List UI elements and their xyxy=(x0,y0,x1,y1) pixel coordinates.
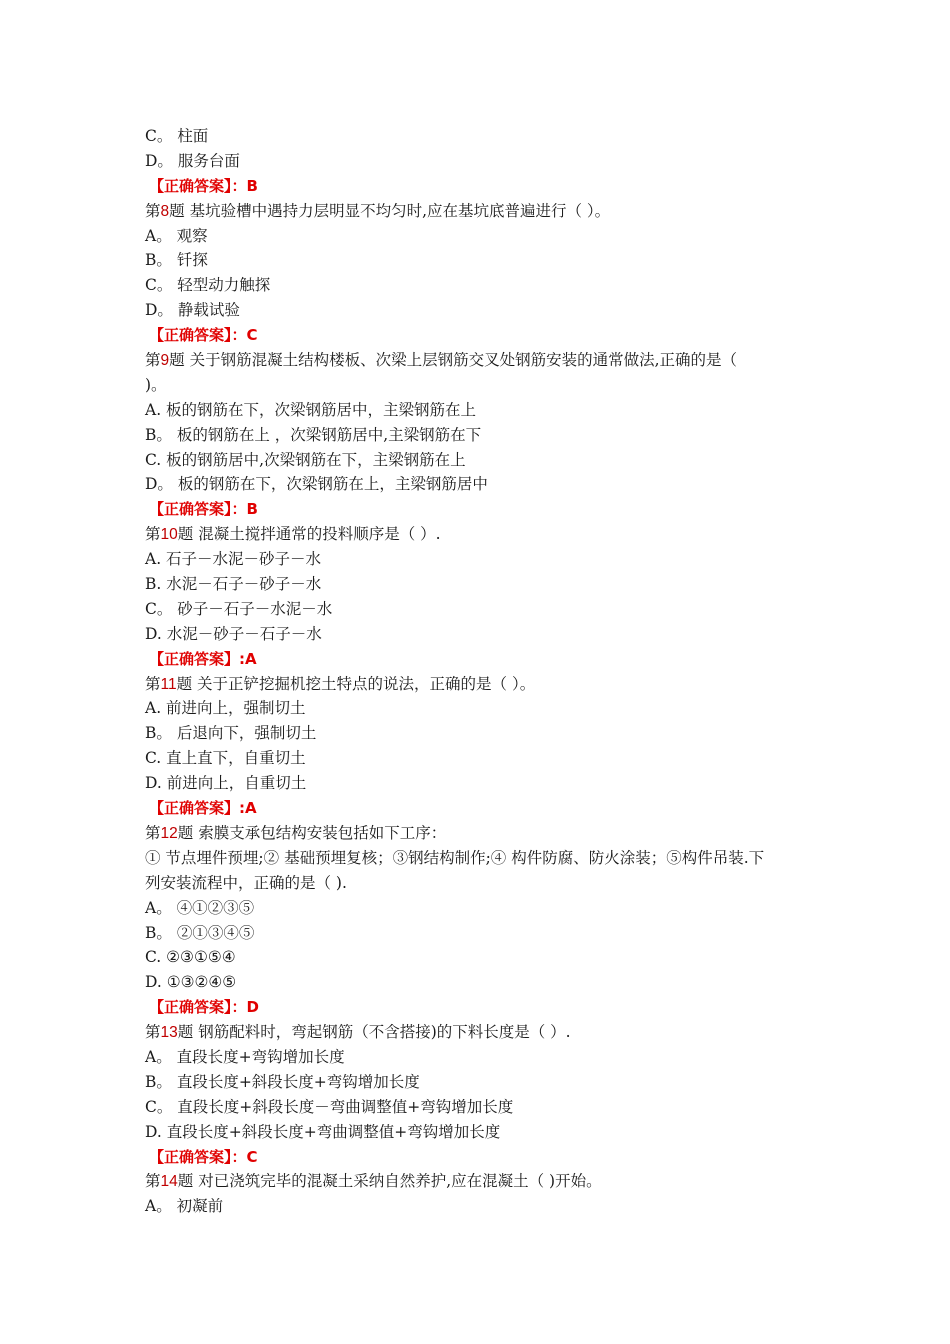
option-b: B。 ②①③④⑤ xyxy=(145,923,255,942)
option-c: C. 板的钢筋居中,次梁钢筋在下，主梁钢筋在上 xyxy=(145,450,466,469)
question-10: 第10题 混凝土搅拌通常的投料顺序是（ ）. xyxy=(145,525,441,544)
question-number: 14 xyxy=(160,1173,178,1191)
question-9-continued: )。 xyxy=(145,375,167,394)
option-a: A。 观察 xyxy=(145,226,208,245)
question-14: 第14题 对已浇筑完毕的混凝土采纳自然养护,应在混凝土（ )开始。 xyxy=(145,1172,602,1191)
question-9: 第9题 关于钢筋混凝土结构楼板、次梁上层钢筋交叉处钢筋安装的通常做法,正确的是（ xyxy=(145,351,737,370)
question-number: 11 xyxy=(160,675,177,693)
option-a: A. 石子－水泥－砂子－水 xyxy=(145,550,322,569)
option-d: D。 静载试验 xyxy=(145,301,240,320)
option-b: B。 钎探 xyxy=(145,251,208,270)
option-b: B。 板的钢筋在上 ，次梁钢筋居中,主梁钢筋在下 xyxy=(145,425,482,444)
option-a: A. 板的钢筋在下，次梁钢筋居中，主梁钢筋在上 xyxy=(145,400,477,419)
question-number: 12 xyxy=(160,824,178,842)
question-13: 第13题 钢筋配料时，弯起钢筋（不含搭接)的下料长度是（ ）. xyxy=(145,1023,571,1042)
option-b: B. 水泥－石子－砂子－水 xyxy=(145,575,322,594)
correct-answer: 【正确答案】：C xyxy=(149,1147,258,1166)
correct-answer: 【正确答案】：B xyxy=(149,500,258,519)
question-8: 第8题 基坑验槽中遇持力层明显不均匀时,应在基坑底普遍进行（ ）。 xyxy=(145,201,611,220)
question-12-continued: 列安装流程中，正确的是（ ). xyxy=(145,873,347,892)
option-d: D. 直段长度+斜段长度+弯曲调整值+弯钩增加长度 xyxy=(145,1122,501,1141)
option-d: D。 服务台面 xyxy=(145,151,240,170)
option-d: D. 前进向上，自重切土 xyxy=(145,774,307,793)
question-number: 13 xyxy=(160,1024,178,1042)
question-number: 8 xyxy=(160,202,170,220)
correct-answer: 【正确答案】：D xyxy=(149,998,259,1017)
option-c: C. 直上直下，自重切土 xyxy=(145,749,306,768)
option-c: C. ②③①⑤④ xyxy=(145,948,236,967)
option-b: B。 后退向下，强制切土 xyxy=(145,724,317,743)
option-c: C。 柱面 xyxy=(145,127,209,145)
option-c: C。 轻型动力触探 xyxy=(145,276,271,295)
option-d: D。 板的钢筋在下，次梁钢筋在上，主梁钢筋居中 xyxy=(145,475,488,494)
correct-answer: 【正确答案】:A xyxy=(149,799,257,818)
question-number: 10 xyxy=(160,526,178,544)
option-d: D. ①③②④⑤ xyxy=(145,973,237,992)
correct-answer: 【正确答案】：C xyxy=(149,326,258,345)
question-11: 第11题 关于正铲挖掘机挖土特点的说法，正确的是（ ）。 xyxy=(145,674,536,693)
option-a: A. 前进向上，强制切土 xyxy=(145,699,306,718)
option-b: B。 直段长度+斜段长度+弯钩增加长度 xyxy=(145,1072,420,1091)
question-number: 9 xyxy=(160,352,170,370)
option-c: C。 砂子－石子－水泥－水 xyxy=(145,599,333,618)
option-d: D. 水泥－砂子－石子－水 xyxy=(145,624,322,643)
document-page xyxy=(145,124,825,1219)
option-a: A。 初凝前 xyxy=(145,1197,224,1216)
correct-answer: 【正确答案】:A xyxy=(149,649,257,668)
correct-answer: 【正确答案】：B xyxy=(149,176,258,195)
question-12: 第12题 索膜支承包结构安装包括如下工序： xyxy=(145,823,447,842)
option-a: A。 直段长度+弯钩增加长度 xyxy=(145,1047,345,1066)
option-c: C。 直段长度+斜段长度－弯曲调整值+弯钩增加长度 xyxy=(145,1097,514,1116)
option-a: A。 ④①②③⑤ xyxy=(145,898,255,917)
question-12-steps: ① 节点埋件预埋;② 基础预埋复核；③钢结构制作;④ 构件防腐、防火涂装；⑤构件吊装.下 xyxy=(145,848,765,867)
